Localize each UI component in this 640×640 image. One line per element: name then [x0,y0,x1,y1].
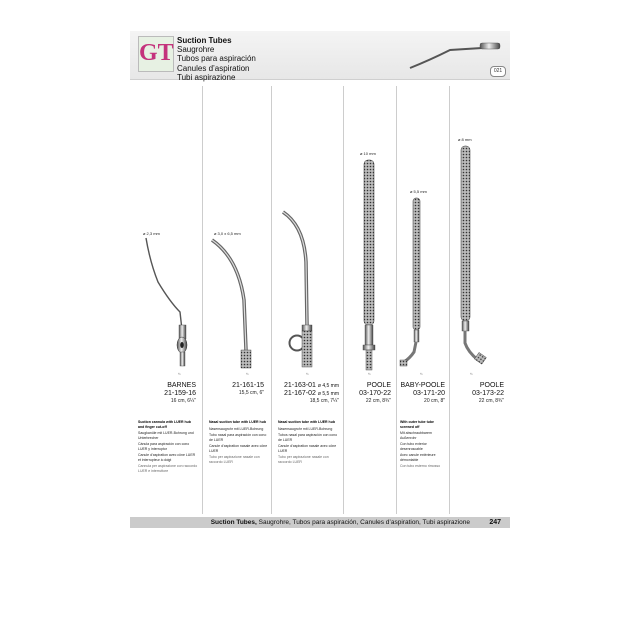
description-fr: Canule d’aspiration avec cône LUER et interrupteur à doigt [138,453,196,462]
diameter-label: ø 8 mm [458,137,472,142]
product-size: 18,5 cm, 7¼" [309,398,339,404]
description-it: Tubo per aspirazione nasale con raccordo LUER [209,455,260,464]
nasal-suction-tube-image [212,240,251,368]
product-name: BARNES [167,382,196,389]
product-name: POOLE [479,382,504,389]
catalog-number: 03-170-22 [359,390,391,397]
product-caption-21-161-15 [206,382,264,397]
description-de: Nasensaugrohr mit LUER-Bohrung [278,426,333,431]
product-caption-poole-long [451,382,504,405]
description-fr: Canule d’aspiration nasale avec cône LUER [209,444,268,453]
baby-poole-suction-tube-image [400,198,420,366]
description-it: Con tubo esterno rimosso [400,464,441,468]
title-it: Tubi aspirazione [177,72,236,82]
catalog-number: 21-167-02 [284,390,316,397]
page-code-badge: 021 [490,66,506,77]
column-divider [449,86,450,514]
column-divider [202,86,203,514]
scale-mark: ½ [306,372,309,376]
title-fr: Canules d’aspiration [177,63,250,73]
title-es: Tubos para aspiración [177,54,256,64]
catalog-number: 21-161-15 [232,382,264,389]
description-it: Tubo per aspirazione nasale con raccordo LUER [278,455,329,464]
product-size: 16 cm, 6¼" [170,398,196,404]
product-size: 15,5 cm, 6" [238,390,264,396]
column-divider [396,86,397,514]
footer-caption [130,518,470,527]
header-suction-tube-image [410,43,500,68]
catalog-number: 03-171-20 [413,390,445,397]
product-caption-baby-poole [398,382,445,405]
column-divider [271,86,272,514]
scale-mark: ½ [368,372,371,376]
catalog-number-pair [275,382,339,390]
description-de: Nasensaugrohr mit LUER-Bohrung [209,426,264,431]
description-en: Suction cannula with LUER hub and finger cut-off [138,420,191,429]
barnes-cannula-image [146,238,187,366]
diameter-label: ø 4,5 mm [317,383,339,389]
product-size: 22 cm, 8¾" [365,398,391,404]
diameter-label: ø 5,5 mm [317,391,339,397]
catalog-number: 21-159-16 [164,390,196,397]
description-en: Nasal suction tube with LUER hub [278,420,335,424]
footer-title: Suction Tubes, [210,519,257,526]
product-size: 22 cm, 8¾" [478,398,504,404]
page-number: 247 [489,519,501,526]
product-description [138,420,198,475]
diameter-label: ø 5,5 mm [410,189,427,194]
product-name: POOLE [366,382,391,389]
scale-mark: ½ [420,372,423,376]
catalog-number: 03-173-22 [472,390,504,397]
title-de: Saugrohre [177,45,215,55]
poole-suction-tube-long-image [461,146,486,364]
scale-mark: ½ [470,372,473,376]
product-size: 20 cm, 8" [424,398,445,404]
description-es: Con tubo exterior desenroscable [400,442,427,451]
product-name: BABY-POOLE [400,382,445,389]
description-es: Tubos nasal para aspiración con cono de LUER [278,433,338,442]
scale-mark: ½ [178,372,181,376]
diameter-label: ø 10 mm [360,151,376,156]
description-en: With outer tube tube screwed off [400,420,434,429]
title-en: Suction Tubes [177,36,232,45]
page-footer [130,517,510,528]
product-caption-barnes [140,382,196,405]
description-it: Cannula per aspirazione con raccordo LUER e interruttore [138,464,198,473]
nasal-suction-tube-ring-image [283,212,312,367]
description-es: Tubo nasal para aspiración con cono de LUER [209,433,267,442]
diameter-label: ø 3,0 x 6,5 mm [214,231,241,236]
description-es: Cánula para aspiración con cono LUER y interruptor [138,442,190,451]
scale-mark: ½ [246,372,249,376]
product-caption-poole [346,382,391,405]
product-description [278,420,338,466]
description-fr: Canule d’aspiration nasale avec cône LUER [278,444,337,453]
logo-monogram: GT [139,40,174,66]
diameter-label: ø 2,3 mm [143,231,160,236]
description-fr: Avec canule extérieure démontable [400,453,436,462]
product-description [400,420,445,471]
description-en: Nasal suction tube with LUER hub [209,420,266,424]
catalog-number-pair [275,390,339,398]
description-de: Saugkanüle mit LUER-Bohrung und Unterbrecher [138,431,194,440]
description-de: Mit abschraubbarem Außenrohr [400,431,432,440]
column-divider [343,86,344,514]
product-description [209,420,269,466]
footer-subtitle: Saugrohre, Tubos para aspiración, Canules d’aspiration, Tubi aspirazione [256,519,470,526]
catalog-number: 21-163-01 [284,382,316,389]
poole-suction-tube-image [363,160,375,370]
product-caption-21-163-01 [275,382,339,405]
